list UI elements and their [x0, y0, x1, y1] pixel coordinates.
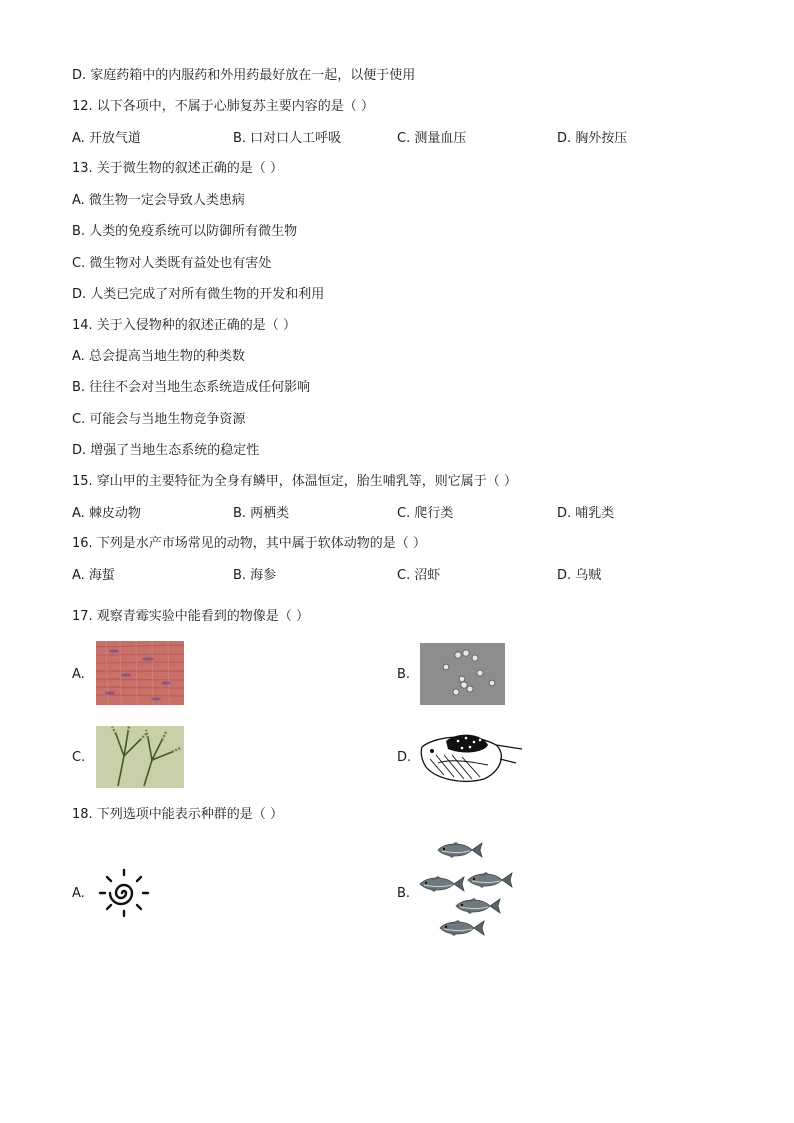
q12-option-c: C. 测量血压	[397, 131, 467, 146]
q13-option-b: B. 人类的免疫系统可以防御所有微生物	[72, 224, 298, 239]
yeast-cells-image	[420, 643, 505, 705]
sun-spiral-icon	[96, 868, 152, 918]
q11-option-d: D. 家庭药箱中的内服药和外用药最好放在一起，以便于使用	[72, 68, 416, 83]
q17-label-c: C.	[72, 750, 86, 765]
question-16: 16. 下列是水产市场常见的动物，其中属于软体动物的是（ ）	[72, 536, 426, 551]
q15-option-a: A. 棘皮动物	[72, 506, 141, 521]
q16-option-c: C. 沼虾	[397, 568, 441, 583]
q18-label-b: B.	[397, 886, 411, 901]
q14-option-c: C. 可能会与当地生物竞争资源	[72, 412, 246, 427]
q16-option-b: B. 海参	[233, 568, 277, 583]
question-12: 12. 以下各项中，不属于心肺复苏主要内容的是（ ）	[72, 99, 374, 114]
penicillium-image	[96, 726, 184, 788]
question-13: 13. 关于微生物的叙述正确的是（ ）	[72, 161, 283, 176]
question-18: 18. 下列选项中能表示种群的是（ ）	[72, 807, 283, 822]
q14-option-b: B. 往往不会对当地生态系统造成任何影响	[72, 380, 311, 395]
daphnia-drawing-image	[418, 729, 524, 785]
q14-option-d: D. 增强了当地生态系统的稳定性	[72, 443, 260, 458]
q14-option-a: A. 总会提高当地生物的种类数	[72, 349, 245, 364]
q12-option-b: B. 口对口人工呼吸	[233, 131, 342, 146]
question-17: 17. 观察青霉实验中能看到的物像是（ ）	[72, 609, 309, 624]
q12-option-a: A. 开放气道	[72, 131, 141, 146]
q17-label-d: D.	[397, 750, 412, 765]
fish-school-image	[418, 840, 518, 942]
q12-option-d: D. 胸外按压	[557, 131, 628, 146]
q17-label-a: A.	[72, 667, 85, 682]
q15-option-d: D. 哺乳类	[557, 506, 615, 521]
q18-label-a: A.	[72, 886, 85, 901]
q13-option-c: C. 微生物对人类既有益处也有害处	[72, 256, 272, 271]
question-15: 15. 穿山甲的主要特征为全身有鳞甲，体温恒定，胎生哺乳等，则它属于（ ）	[72, 474, 517, 489]
q16-option-d: D. 乌贼	[557, 568, 602, 583]
q15-option-b: B. 两栖类	[233, 506, 290, 521]
question-14: 14. 关于入侵物种的叙述正确的是（ ）	[72, 318, 296, 333]
q13-option-a: A. 微生物一定会导致人类患病	[72, 193, 245, 208]
q15-option-c: C. 爬行类	[397, 506, 454, 521]
muscle-tissue-image	[96, 641, 184, 705]
q17-label-b: B.	[397, 667, 411, 682]
q13-option-d: D. 人类已完成了对所有微生物的开发和利用	[72, 287, 325, 302]
q16-option-a: A. 海蜇	[72, 568, 115, 583]
